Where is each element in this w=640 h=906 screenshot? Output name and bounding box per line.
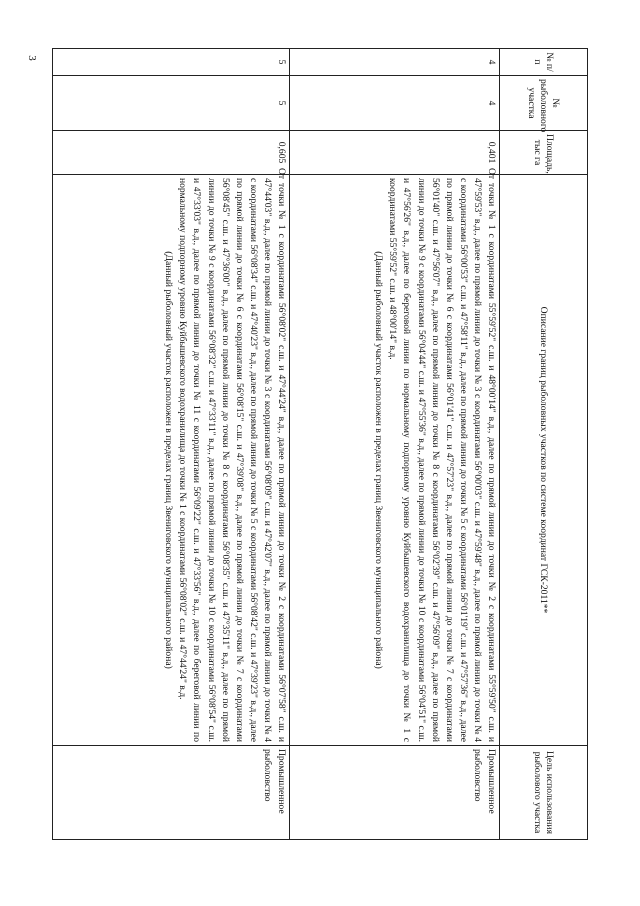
header-purpose: Цель использования рыболового участка [500,746,588,840]
table-row [290,49,500,840]
row-section-num: 5 [53,76,290,131]
location-note: (Данный рыболовный участок расположен в пределах границ Звениговского муниципального района) [163,251,175,669]
row-purpose: Промышленное рыболовство [290,746,500,840]
page-number: 3 [26,55,38,61]
row-section-num: 4 [290,76,500,131]
fishing-sections-table [52,48,588,840]
row-num: 5 [53,49,290,76]
table-row [53,49,290,840]
boundary-text: От точки № 1 с координатами 56°08'02" с.ш. и 47°44'24" в.д., далее по прямой линии до точки № 2 с координатами 56°07'58" с.ш. и 47°44'03" в.д., далее по прямой линии до точки № 3 с координатами 56°08'09" с.ш. и 47°42'07" в.д., далее по прямой линии до точки № 4 с координатами 56°08'34" с.ш. и 47°40'23" в.д., далее по прямой линии до точки № 5 с координатами 56°08'42" с.ш. и 47°39'23" в.д., далее по прямой линии до точки № 6 с координатами 56°08'15" с.ш. и 47°39'08" в.д., далее по прямой линии до точки № 7 с координатами 56°08'45" с.ш. и 47°36'00" в.д., далее по прямой линии до точки № 8 с координатами 56°08'35" с.ш. и 47°35'11" в.д., далее по прямой линии до точки № 9 с координатами 56°08'32" с.ш. и 47°33'11" в.д., далее по прямой линии до точки № 10 с координатами 56°08'54" с.ш. и 47°33'03" в.д., далее по прямой линии до точки № 11 с координатами 56°09'22" с.ш. и 47°33'56" в.д., далее по береговой линии по нормальному подпорному уровню Куйбышевского водохранилища до точки № 1 с координатами 56°08'02" с.ш. и 47°44'24" в.д. [177,168,287,742]
row-description [290,168,500,746]
header-description: Описание границ рыболовных участков по системе координат ГСК-2011** [500,175,588,746]
header-num: № п/п [500,49,588,76]
table-header-row [500,49,588,840]
header-area: Площадь, тыс га [500,131,588,175]
row-description [53,168,290,746]
rotated-sheet [52,48,588,839]
location-note: (Данный рыболовный участок расположен в пределах границ Звениговского муниципального района) [373,251,385,669]
header-section-num: № рыболовного участка [500,76,588,131]
row-area: 0,401 [290,131,500,175]
boundary-text: От точки № 1 с координатами 55°59'52" с.ш. и 48°00'14" в.д., далее по прямой линии до точки № 2 с координатами 55°59'50" с.ш. и 47°59'53" в.д., далее по прямой линии до точки № 3 с координатами 56°00'03" с.ш. и 47°59'48" в.д., далее по прямой линии до точки № 4 с координатами 56°00'53" с.ш. и 47°58'11" в.д., далее по прямой линии до точки № 5 с координатами 56°01'19" с.ш. и 47°57'36" в.д., далее по прямой линии до точки № 6 с координатами 56°01'41" с.ш. и 47°57'23" в.д., далее по прямой линии до точки № 7 с координатами 56°01'40" с.ш. и 47°56'07" в.д., далее по прямой линии до точки № 8 с координатами 56°02'39" с.ш. и 47°56'09" в.д., далее по прямой линии до точки № 9 с координатами 56°04'44" с.ш. и 47°55'36" в.д., далее по прямой линии до точки № 10 с координатами 56°04'51" с.ш. и 47°56'26" в.д., далее по береговой линии по нормальному подпорному уровню Куйбышевского водохранилища до точки № 1 с координатами 55°59'52" с.ш. и 48°00'14" в.д. [387,168,497,742]
document-page [52,48,588,839]
row-purpose: Промышленное рыболовство [53,746,290,840]
row-area: 0,605 [53,131,290,175]
row-num: 4 [290,49,500,76]
